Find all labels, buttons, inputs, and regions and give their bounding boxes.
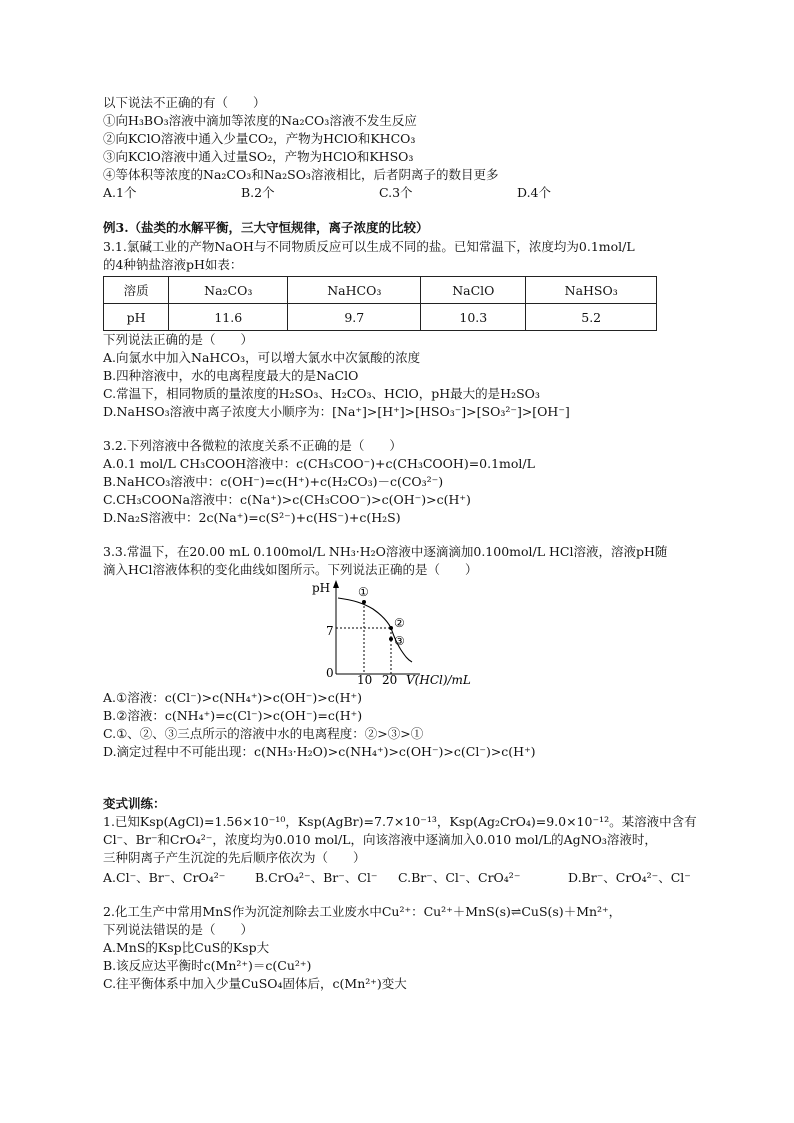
- section-heading: 例3.（盐类的水解平衡，三大守恒规律，离子浓度的比较）: [103, 220, 429, 235]
- statement-1: ①向H₃BO₃溶液中滴加等浓度的Na₂CO₃溶液不发生反应: [103, 113, 417, 128]
- x-axis-label: V(HCl)/mL: [406, 673, 471, 687]
- x-tick-10: 10: [357, 673, 373, 687]
- table-cell: 11.6: [169, 304, 288, 331]
- table-cell: Na₂CO₃: [169, 277, 288, 304]
- q33-stem-1: 3.3.常温下，在20.00 mL 0.100mol/L NH₃·H₂O溶液中逐滴滴加0.100mol/L HCl溶液，溶液pH随: [103, 544, 668, 559]
- q33-option-d: D.滴定过程中不可能出现：c(NH₃·H₂O)>c(NH₄⁺)>c(OH⁻)>c(Cl⁻)>c(H⁺): [103, 744, 536, 759]
- q32-option-d: D.Na₂S溶液中：2c(Na⁺)=c(S²⁻)+c(HS⁻)+c(H₂S): [103, 510, 401, 525]
- option-d: D.4个: [517, 185, 552, 200]
- v2-line-1: 2.化工生产中常用MnS作为沉淀剂除去工业废水中Cu²⁺：Cu²⁺＋MnS(s)⇌CuS(s)＋Mn²⁺，: [103, 904, 622, 919]
- x-tick-0: 0: [326, 666, 334, 680]
- q31-option-b: B.四种溶液中，水的电离程度最大的是NaClO: [103, 368, 359, 383]
- v2-line-2: 下列说法错误的是（ ）: [103, 922, 254, 937]
- table-cell: 5.2: [526, 304, 657, 331]
- table-cell: 9.7: [288, 304, 421, 331]
- q31-stem-2: 的4种钠盐溶液pH如表：: [103, 257, 243, 272]
- q31-option-a: A.向氯水中加入NaHCO₃，可以增大氯水中次氯酸的浓度: [103, 350, 421, 365]
- point-2: [389, 626, 393, 630]
- q33-option-b: B.②溶液：c(NH₄⁺)=c(Cl⁻)>c(OH⁻)=c(H⁺): [103, 708, 363, 723]
- table-row: [104, 277, 657, 304]
- option-a: A.1个: [103, 185, 137, 200]
- titration-curve: [338, 598, 412, 662]
- v1-line-3: 三种阴离子产生沉淀的先后顺序依次为（ ）: [103, 850, 366, 865]
- q33-option-c: C.①、②、③三点所示的溶液中水的电离程度：②>③>①: [103, 726, 424, 741]
- v1-line-2: Cl⁻、Br⁻和CrO₄²⁻，浓度均为0.010 mol/L，向该溶液中逐滴加入0.010 mol/L的AgNO₃溶液时，: [103, 832, 657, 847]
- statement-2: ②向KClO溶液中通入少量CO₂，产物为HClO和KHCO₃: [103, 131, 416, 146]
- v1-option-a: A.Cl⁻、Br⁻、CrO₄²⁻: [103, 870, 226, 885]
- titration-chart: [308, 576, 498, 688]
- point-1: [362, 600, 366, 604]
- point-3-label: ③: [394, 634, 405, 648]
- q32-stem: 3.2.下列溶液中各微粒的浓度关系不正确的是（ ）: [103, 438, 402, 453]
- point-1-label: ①: [358, 585, 369, 599]
- statement-4: ④等体积等浓度的Na₂CO₃和Na₂SO₃溶液相比，后者阴离子的数目更多: [103, 167, 499, 182]
- ph-table: [103, 276, 657, 331]
- v1-option-b: B.CrO₄²⁻、Br⁻、Cl⁻: [255, 870, 378, 885]
- table-cell: NaHSO₃: [526, 277, 657, 304]
- table-row: [104, 304, 657, 331]
- q31-ask: 下列说法正确的是（ ）: [103, 332, 254, 347]
- y-axis-label: pH: [312, 581, 331, 595]
- variant-heading: 变式训练：: [103, 796, 166, 811]
- option-c: C.3个: [379, 185, 413, 200]
- point-3: [389, 637, 393, 641]
- question-stem: 以下说法不正确的有（ ）: [103, 95, 266, 110]
- v2-option-c: C.往平衡体系中加入少量CuSO₄固体后，c(Mn²⁺)变大: [103, 976, 407, 991]
- q32-option-c: C.CH₃COONa溶液中：c(Na⁺)>c(CH₃COO⁻)>c(OH⁻)>c(H⁺): [103, 492, 471, 507]
- table-cell: pH: [104, 304, 169, 331]
- y-tick-7: 7: [326, 624, 334, 638]
- v1-option-d: D.Br⁻、CrO₄²⁻、Cl⁻: [568, 870, 691, 885]
- y-axis-arrow: [333, 580, 339, 588]
- v1-option-c: C.Br⁻、Cl⁻、CrO₄²⁻: [398, 870, 521, 885]
- table-cell: NaHCO₃: [288, 277, 421, 304]
- q31-option-c: C.常温下，相同物质的量浓度的H₂SO₃、H₂CO₃、HClO，pH最大的是H₂SO₃: [103, 386, 540, 401]
- v2-option-a: A.MnS的Ksp比CuS的Ksp大: [103, 940, 270, 955]
- statement-3: ③向KClO溶液中通入过量SO₂，产物为HClO和KHSO₃: [103, 149, 414, 164]
- q32-option-b: B.NaHCO₃溶液中：c(OH⁻)=c(H⁺)+c(H₂CO₃)－c(CO₃²⁻): [103, 474, 444, 489]
- q33-stem-2: 滴入HCl溶液体积的变化曲线如图所示。下列说法正确的是（ ）: [103, 562, 478, 577]
- q31-option-d: D.NaHSO₃溶液中离子浓度大小顺序为：[Na⁺]>[H⁺]>[HSO₃⁻]>[SO₃²⁻]>[OH⁻]: [103, 404, 570, 419]
- q32-option-a: A.0.1 mol/L CH₃COOH溶液中：c(CH₃COO⁻)+c(CH₃COOH)=0.1mol/L: [103, 456, 535, 471]
- q31-stem-1: 3.1.氯碱工业的产物NaOH与不同物质反应可以生成不同的盐。已知常温下，浓度均为0.1mol/L: [103, 239, 635, 254]
- q33-option-a: A.①溶液：c(Cl⁻)>c(NH₄⁺)>c(OH⁻)>c(H⁺): [103, 690, 362, 705]
- x-tick-20: 20: [382, 673, 398, 687]
- table-cell: 溶质: [104, 277, 169, 304]
- v1-line-1: 1.已知Ksp(AgCl)=1.56×10⁻¹⁰，Ksp(AgBr)=7.7×10⁻¹³，Ksp(Ag₂CrO₄)=9.0×10⁻¹²。某溶液中含有: [103, 814, 697, 829]
- table-cell: NaClO: [421, 277, 526, 304]
- option-b: B.2个: [241, 185, 275, 200]
- table-cell: 10.3: [421, 304, 526, 331]
- v2-option-b: B.该反应达平衡时c(Mn²⁺)＝c(Cu²⁺): [103, 958, 312, 973]
- point-2-label: ②: [394, 616, 405, 630]
